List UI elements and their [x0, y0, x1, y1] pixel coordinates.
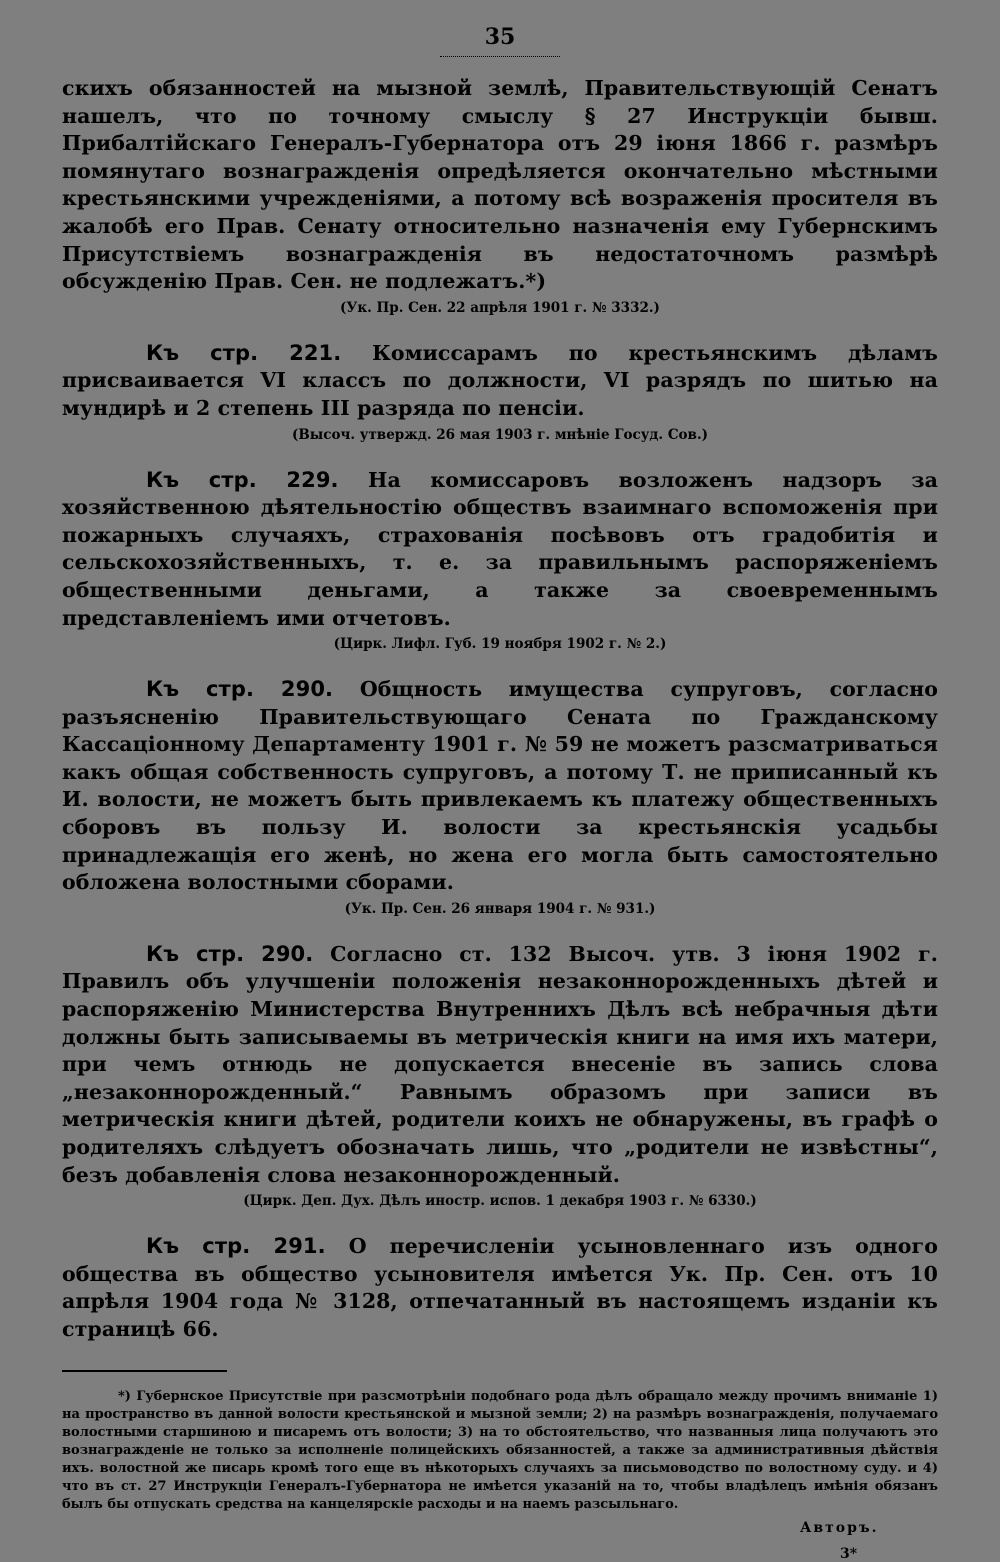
section-text: Комиссарамъ по крестьянскимъ дѣламъ присваивается VI классъ по должности, VI разрядъ по шитью на мундирѣ и 2 степень III разряда по пенсіи. — [62, 340, 938, 420]
section-text: Общность имущества супруговъ, согласно разъясненію Правительствующаго Сената по Гражданскому Кассаціонному Департаменту 1901 г. № 59 не можетъ разсматриваться какъ общая собственность супруговъ, а потому Т. не приписанный къ И. волости, не можетъ быть привлекаемъ къ платежу общественныхъ сборовъ въ пользу И. волости за крестьянскія усадьбы принадлежащія его женѣ, но жена его могла быть самостоятельно обложена волостными сборами. — [62, 677, 938, 895]
section-paragraph — [62, 467, 938, 633]
section-source: (Цирк. Деп. Дух. Дѣлъ иностр. испов. 1 декабря 1903 г. № 6330.) — [243, 1193, 757, 1210]
section-heading: Къ стр. 229. — [146, 467, 339, 492]
section-heading: Къ стр. 290. — [146, 941, 314, 966]
section-text: На комиссаровъ возложенъ надзоръ за хозяйственною дѣятельностію обществъ взаимнаго вспоможенія при пожарныхъ случаяхъ, страхованія посѣвовъ отъ градобитія и сельскохозяйственныхъ, т. е. за правильнымъ распоряженіемъ общественными деньгами, а также за своевременнымъ представленіемъ ими отчетовъ. — [62, 467, 938, 630]
section-text: О перечисленіи усыновленнаго изъ одного общества въ общество усыновителя имѣется Ук. Пр. Сен. отъ 10 апрѣля 1904 года № 3128, отпечатанный въ настоящемъ изданіи къ страницѣ 66. — [62, 1234, 938, 1341]
section-text: Согласно ст. 132 Высоч. утв. 3 іюня 1902 г. Правилъ объ улучшеніи положенія незаконнорожденныхъ дѣтей и распоряженію Министерства Внутреннихъ Дѣлъ всѣ небрачныя дѣти должны быть записываемы въ метрическія книги на имя ихъ матери, при чемъ отнюдь не допускается внесеніе въ запись слова „незаконнорожденный.“ Равнымъ образомъ при записи въ метрическія книги дѣтей, родители коихъ не обнаружены, въ графѣ о родителяхъ слѣдуетъ обозначать лишь, что „родители не извѣстны“, безъ добавленія слова незаконнорожденный. — [62, 941, 938, 1187]
section-heading: Къ стр. 291. — [146, 1234, 326, 1259]
signature-mark: 3* — [840, 1545, 858, 1562]
section-source: (Цирк. Лифл. Губ. 19 ноября 1902 г. № 2.) — [333, 636, 667, 653]
section-source: (Высоч. утвержд. 26 мая 1903 г. мнѣніе Госуд. Сов.) — [291, 426, 709, 443]
section-source: (Ук. Пр. Сен. 26 января 1904 г. № 931.) — [344, 900, 656, 917]
footnote-divider — [62, 1370, 227, 1372]
author-signature: Авторъ. — [800, 1519, 879, 1536]
page-content — [62, 75, 938, 1562]
section-paragraph — [62, 340, 938, 423]
intro-paragraph: скихъ обязанностей на мызной землѣ, Правительствующій Сенатъ нашелъ, что по точному смыслу § 27 Инструкціи бывш. Прибалтійскаго Генералъ-Губернатора отъ 29 іюня 1866 г. размѣръ помянутаго вознагражденія опредѣляется окончательно мѣстными крестьянскими учрежденіями, а потому всѣ возраженія просителя въ жалобѣ его Прав. Сенату относительно назначенія ему Губернскимъ Присутствіемъ вознагражденія въ недостаточномъ размѣрѣ обсужденію Прав. Сен. не подлежатъ.*) — [62, 76, 938, 294]
section-heading: Къ стр. 290. — [146, 677, 334, 702]
section-paragraph — [62, 941, 938, 1189]
intro-source: (Ук. Пр. Сен. 22 апрѣля 1901 г. № 3332.) — [340, 299, 660, 316]
section-paragraph — [62, 676, 938, 897]
page-number-ornament — [440, 50, 560, 57]
section-heading: Къ стр. 221. — [146, 340, 342, 365]
footnote: *) Губернское Присутствіе при разсмотрѣніи подобнаго рода дѣлъ обращало между прочимъ вниманіе 1) на пространство въ данной волости крестьянской и мызной земли; 2) на размѣръ вознагражденія, получаемаго волостными старшиною и писаремъ отъ волости; 3) на то обстоятельство, что названныя лица получаютъ это вознагражденіе не только за исполненіе полицейскихъ обязанностей, а также за административныя дѣйствія ихъ. волостной же писарь кромѣ того еще въ нѣкоторыхъ случаяхъ за письмоводство по волостному суду. и 4) что въ ст. 27 Инструкціи Генералъ-Губернатора не имѣется указаній на то, чтобы владѣлецъ имѣнія обязанъ былъ бы отпускать средства на канцелярскіе расходы и на наемъ разсыльнаго. — [62, 1388, 938, 1512]
section-paragraph — [62, 1233, 938, 1343]
page-number: 35 — [484, 24, 516, 50]
